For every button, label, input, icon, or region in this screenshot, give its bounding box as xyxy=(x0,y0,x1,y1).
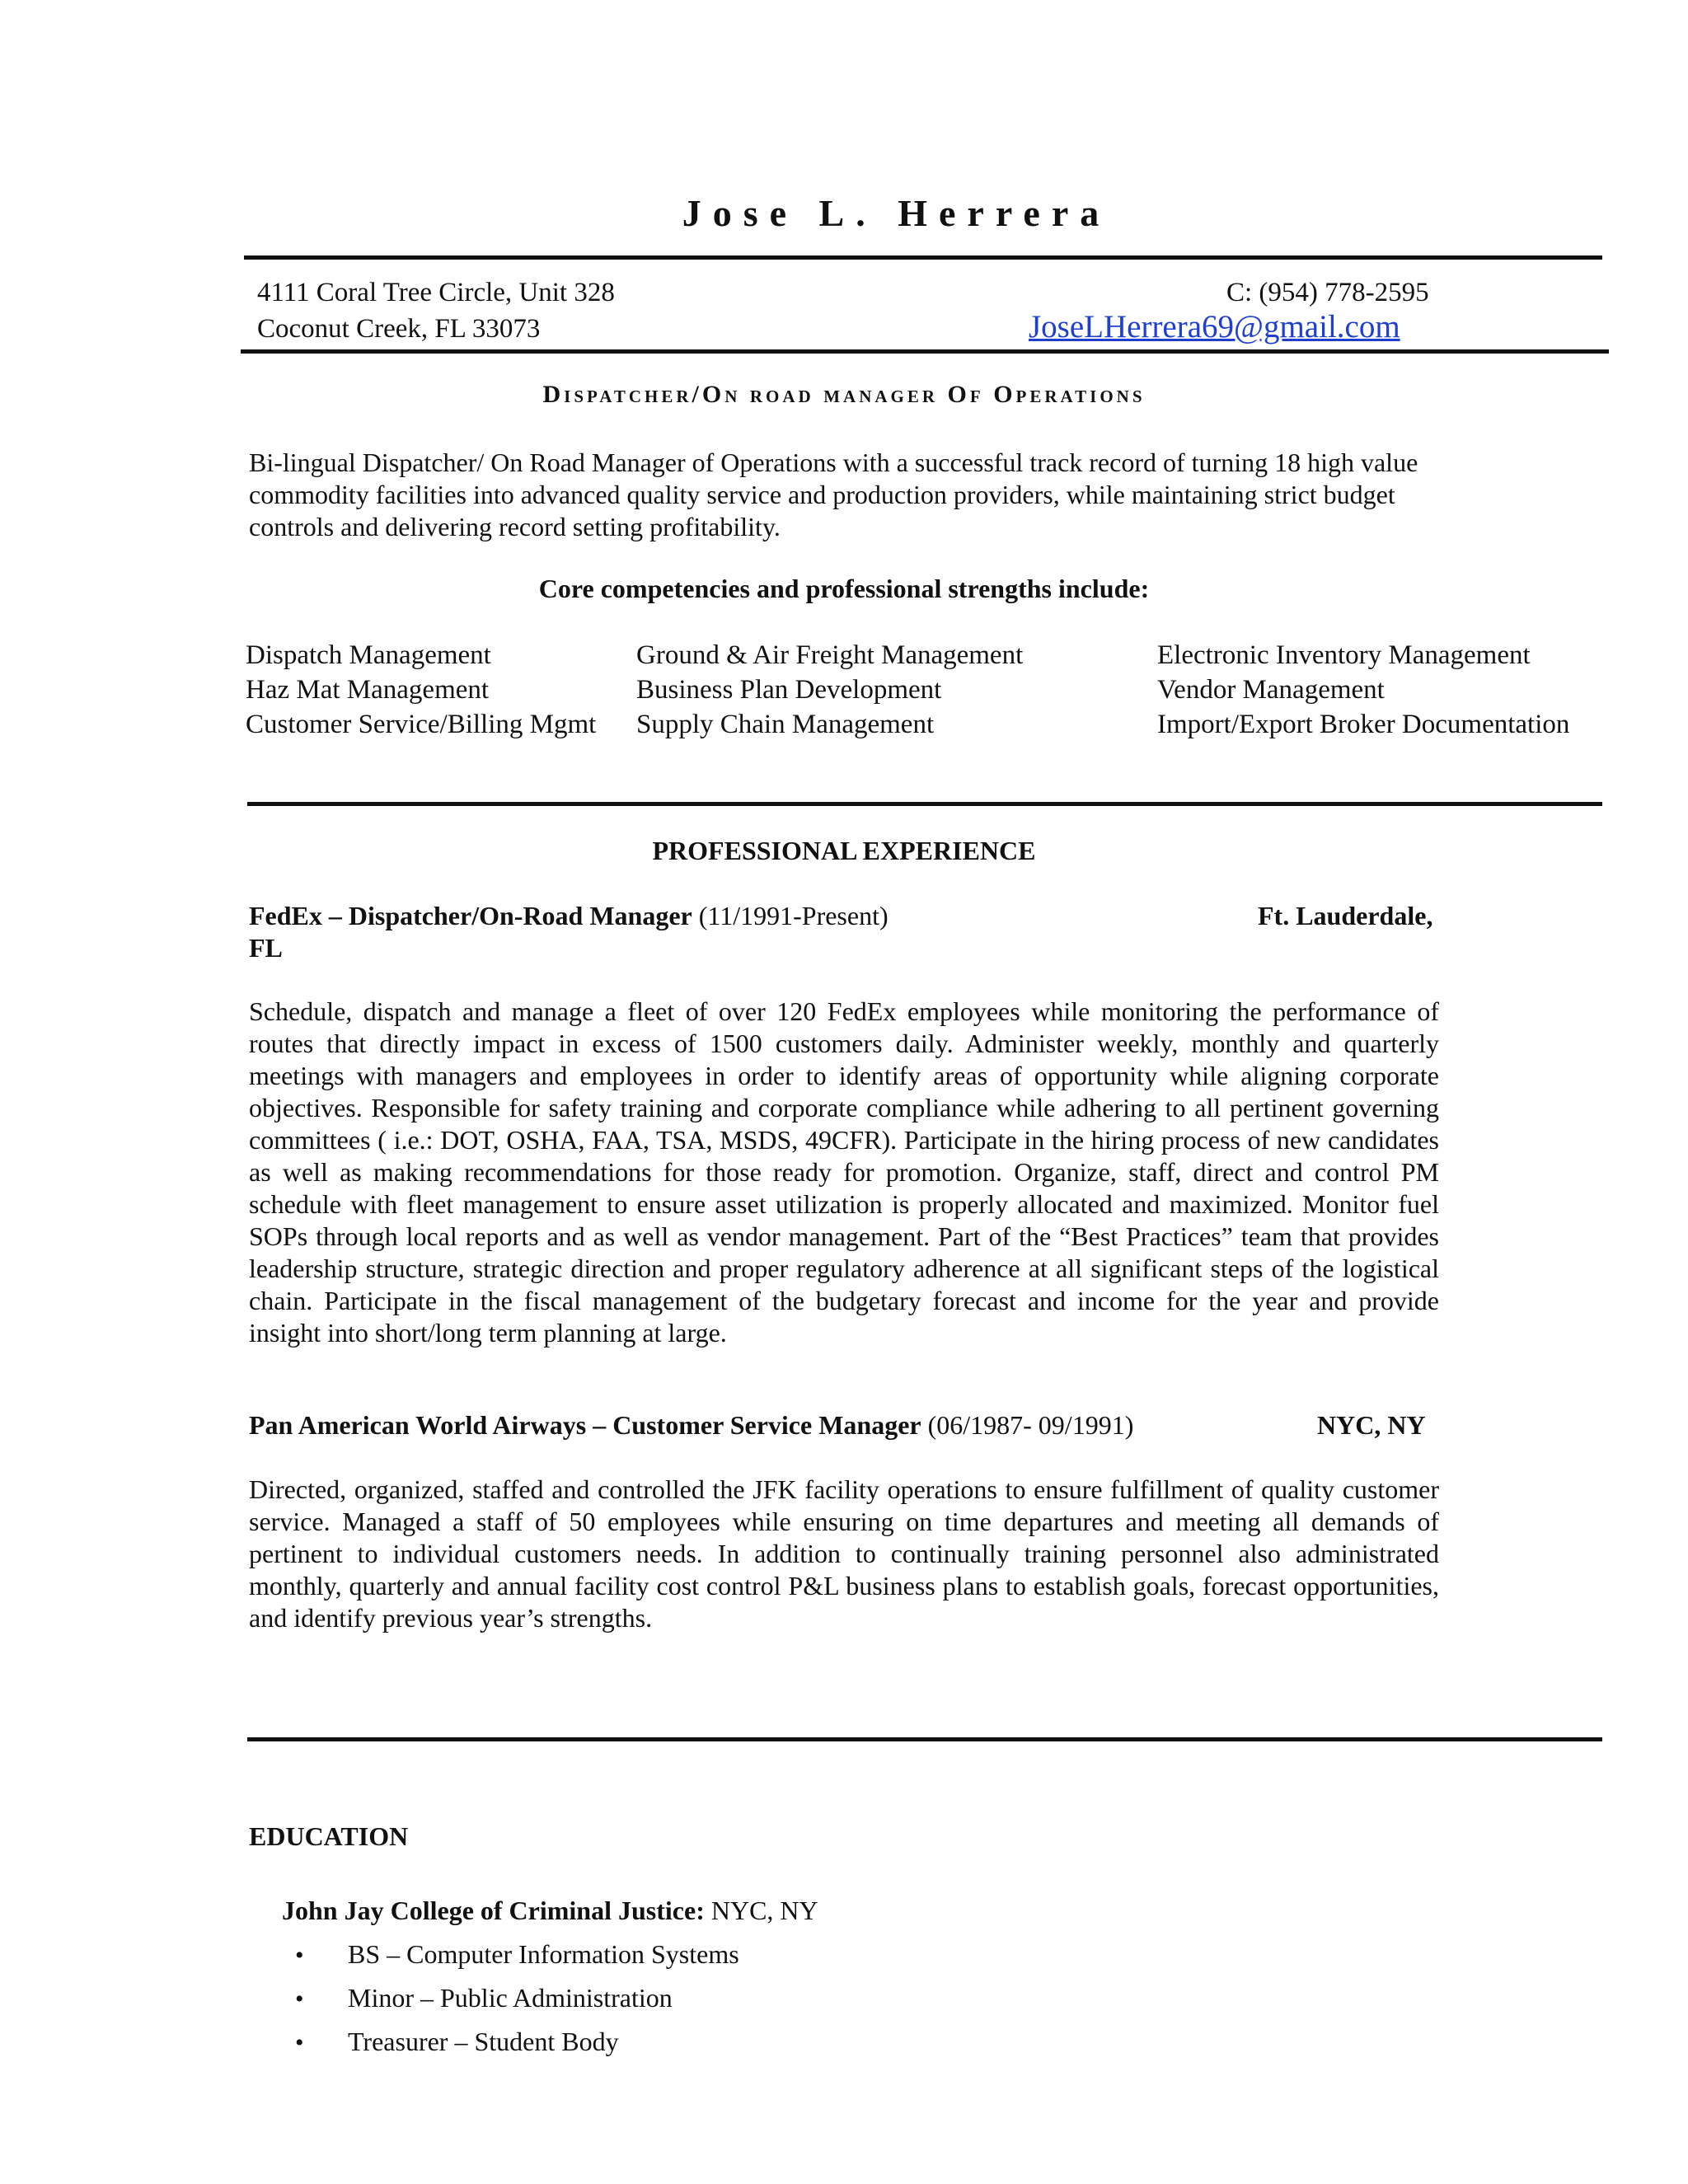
competencies-column-1 xyxy=(246,638,596,742)
job-header-fedex xyxy=(249,900,889,932)
job-location-continued: FL xyxy=(249,933,283,963)
list-item xyxy=(295,1976,739,2020)
competency-item: Customer Service/Billing Mgmt xyxy=(246,710,597,739)
experience-heading: PROFESSIONAL EXPERIENCE xyxy=(652,836,1036,865)
job-header-panam xyxy=(249,1409,1133,1441)
job-title: FedEx – Dispatcher/On-Road Manager xyxy=(249,901,692,930)
header-bottom-rule xyxy=(241,349,1609,354)
job-dates: (06/1987- 09/1991) xyxy=(927,1410,1134,1440)
education-heading: EDUCATION xyxy=(249,1821,409,1851)
section-divider-education xyxy=(247,1737,1602,1741)
bullet-icon: • xyxy=(295,1985,304,2013)
address-line-2: Coconut Creek, FL 33073 xyxy=(257,314,541,344)
phone-number: C: (954) 778-2595 xyxy=(1226,278,1429,307)
job-location: Ft. Lauderdale, xyxy=(1258,901,1433,930)
competency-item: Import/Export Broker Documentation xyxy=(1157,710,1570,739)
school-name: John Jay College of Criminal Justice: xyxy=(282,1896,705,1925)
address-line-1: 4111 Coral Tree Circle, Unit 328 xyxy=(257,278,615,307)
bullet-icon: • xyxy=(295,2029,304,2056)
candidate-name: Jose L. Herrera xyxy=(682,192,1111,234)
competency-item: Dispatch Management xyxy=(246,640,491,670)
competency-item: Vendor Management xyxy=(1157,675,1385,705)
list-item xyxy=(295,2020,739,2064)
competency-item: Supply Chain Management xyxy=(636,710,935,739)
header-top-rule xyxy=(244,255,1602,260)
school-location: NYC, NY xyxy=(710,1896,818,1925)
education-item-text: BS – Computer Information Systems xyxy=(348,1939,739,1969)
email-link[interactable]: JoseLHerrera69@gmail.com xyxy=(1029,309,1400,344)
list-item xyxy=(295,1933,739,1976)
competency-item: Electronic Inventory Management xyxy=(1157,640,1531,670)
education-item-text: Minor – Public Administration xyxy=(348,1983,673,2013)
competency-item: Haz Mat Management xyxy=(246,675,490,705)
professional-title: Dispatcher/On road manager Of Operations xyxy=(542,381,1146,408)
education-list xyxy=(295,1933,739,2064)
competencies-column-2 xyxy=(636,638,1023,742)
competency-item: Ground & Air Freight Management xyxy=(636,640,1024,670)
job-description-fedex: Schedule, dispatch and manage a fleet of over 120 FedEx employees while monitoring the performance of routes that directly impact in excess of 1500 customers daily. Administer weekly, monthly and quarterly meetings with managers and employees in order to identify areas of opportunity while aligning corporate objectives. Responsible for safety training and corporate compliance while adhering to all pertinent governing committees ( i.e.: DOT, OSHA, FAA, TSA, MSDS, 49CFR). Participate in the hiring process of new candidates as well as making recommendations for those ready for promotion. Organize, staff, direct and control PM schedule with fleet management to ensure asset utilization is properly allocated and maximized. Monitor fuel SOPs through local reports and as well as vendor management. Part of the “Best Practices” team that provides leadership structure, strategic direction and proper regulatory adherence at all significant steps of the logistical chain. Participate in the fiscal management of the budgetary forecast and income for the year and provide insight into short/long term planning at large. xyxy=(249,996,1439,1347)
school-line xyxy=(282,1894,818,1927)
job-title: Pan American World Airways – Customer Service Manager xyxy=(249,1410,921,1440)
competency-item: Business Plan Development xyxy=(636,675,942,705)
competencies-heading: Core competencies and professional strengths include: xyxy=(538,574,1150,603)
job-location: NYC, NY xyxy=(1317,1410,1426,1440)
summary-paragraph: Bi-lingual Dispatcher/ On Road Manager of Operations with a successful track record of turning 18 high value commodity facilities into advanced quality service and production providers, while maintaining strict budget controls and delivering record setting profitability. xyxy=(249,448,1418,541)
education-item-text: Treasurer – Student Body xyxy=(348,2027,619,2056)
competencies-column-3 xyxy=(1157,638,1569,742)
section-divider-experience xyxy=(247,802,1602,806)
job-dates: (11/1991-Present) xyxy=(698,901,889,930)
job-description-panam: Directed, organized, staffed and controlled the JFK facility operations to ensure fulfillment of quality customer service. Managed a staff of 50 employees while ensuring on time departures and meeting all demands of pertinent to individual customers needs. In addition to continually training personnel also administrated monthly, quarterly and annual facility cost control P&L business plans to establish goals, forecast opportunities, and identify previous year’s strengths. xyxy=(249,1474,1439,1633)
bullet-icon: • xyxy=(295,1942,304,1969)
